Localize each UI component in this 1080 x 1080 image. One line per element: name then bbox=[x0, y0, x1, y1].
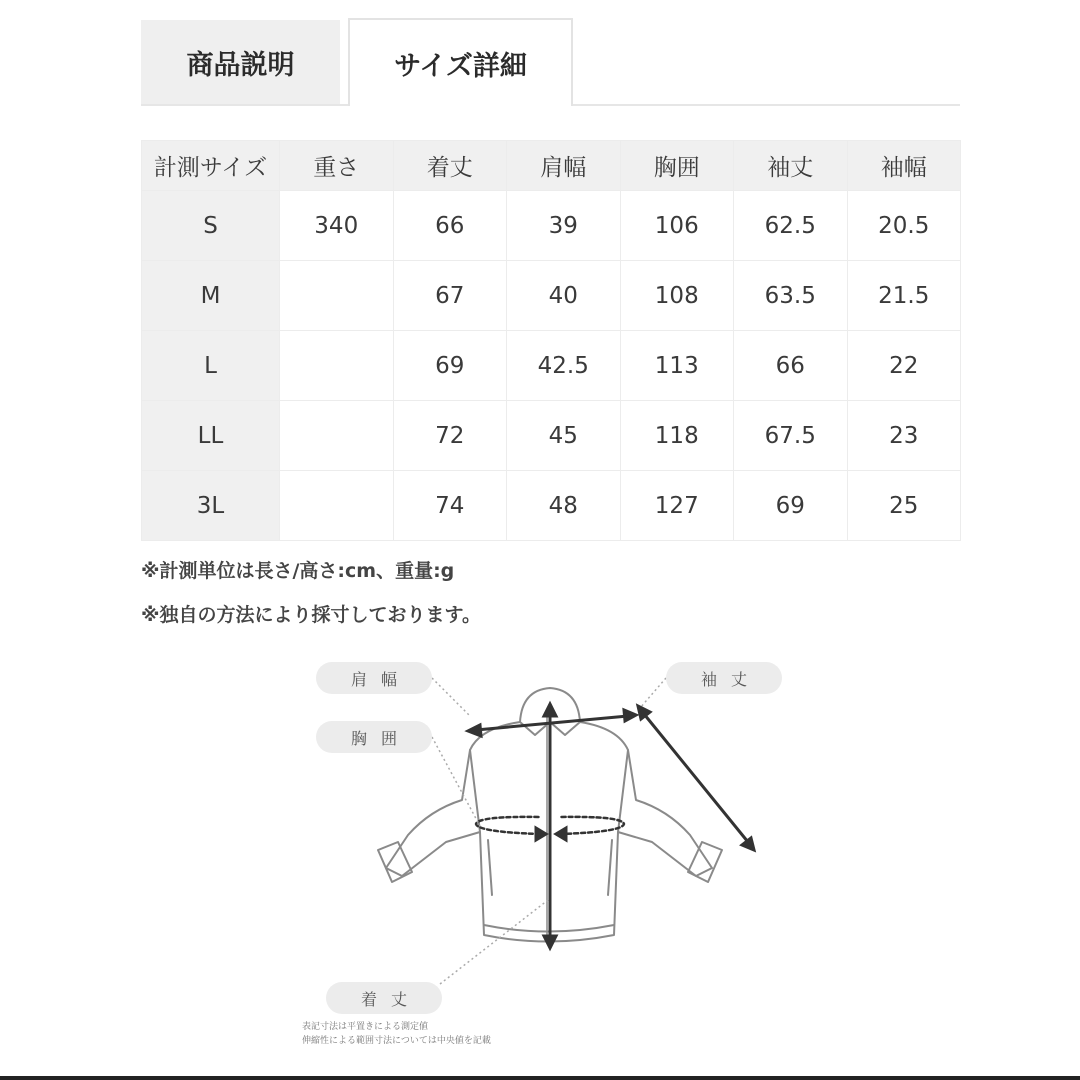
table-cell bbox=[280, 331, 394, 401]
table-header-row bbox=[142, 141, 961, 191]
method-note: ※独自の方法により採寸しております。 bbox=[141, 604, 481, 626]
table-cell: 22 bbox=[847, 331, 961, 401]
table-cell: 118 bbox=[620, 401, 734, 471]
size-label: S bbox=[142, 191, 280, 261]
table-cell: 21.5 bbox=[847, 261, 961, 331]
table-cell: 69 bbox=[393, 331, 507, 401]
table-cell: 42.5 bbox=[507, 331, 621, 401]
measure-arrow-icon bbox=[468, 704, 754, 948]
size-label: 3L bbox=[142, 471, 280, 541]
size-label: M bbox=[142, 261, 280, 331]
size-label: LL bbox=[142, 401, 280, 471]
header-length: 着丈 bbox=[393, 141, 507, 191]
table-cell: 25 bbox=[847, 471, 961, 541]
table-cell: 74 bbox=[393, 471, 507, 541]
table-cell: 108 bbox=[620, 261, 734, 331]
table-cell bbox=[280, 261, 394, 331]
table-cell: 62.5 bbox=[734, 191, 848, 261]
label-length: 着丈 bbox=[326, 982, 442, 1014]
table-cell: 39 bbox=[507, 191, 621, 261]
table-cell: 72 bbox=[393, 401, 507, 471]
table-cell: 20.5 bbox=[847, 191, 961, 261]
table-cell: 23 bbox=[847, 401, 961, 471]
table-cell: 45 bbox=[507, 401, 621, 471]
jacket-outline-icon bbox=[378, 688, 722, 942]
table-cell: 340 bbox=[280, 191, 394, 261]
unit-note: ※計測単位は長さ/高さ:cm、重量:g bbox=[141, 560, 455, 582]
size-table bbox=[141, 140, 961, 541]
bottom-border bbox=[0, 1076, 1080, 1080]
header-weight: 重さ bbox=[280, 141, 394, 191]
table-cell: 106 bbox=[620, 191, 734, 261]
table-row bbox=[142, 401, 961, 471]
table-row bbox=[142, 471, 961, 541]
tab-size-details[interactable]: サイズ詳細 bbox=[348, 18, 573, 106]
table-cell: 40 bbox=[507, 261, 621, 331]
tab-product-description[interactable]: 商品説明 bbox=[141, 20, 340, 104]
table-cell bbox=[280, 401, 394, 471]
tab-strip bbox=[141, 18, 960, 106]
size-label: L bbox=[142, 331, 280, 401]
table-cell: 69 bbox=[734, 471, 848, 541]
header-sleeve-width: 袖幅 bbox=[847, 141, 961, 191]
label-shoulder: 肩幅 bbox=[316, 662, 432, 694]
label-sleeve-length: 袖丈 bbox=[666, 662, 782, 694]
label-chest: 胸囲 bbox=[316, 721, 432, 753]
table-row bbox=[142, 261, 961, 331]
leader-lines bbox=[432, 678, 666, 984]
table-cell: 63.5 bbox=[734, 261, 848, 331]
table-cell: 67.5 bbox=[734, 401, 848, 471]
header-size: 計測サイズ bbox=[142, 141, 280, 191]
table-cell: 67 bbox=[393, 261, 507, 331]
table-cell: 113 bbox=[620, 331, 734, 401]
header-sleeve-length: 袖丈 bbox=[734, 141, 848, 191]
header-shoulder: 肩幅 bbox=[507, 141, 621, 191]
table-cell: 66 bbox=[393, 191, 507, 261]
table-row bbox=[142, 191, 961, 261]
diagram-footnote: 伸縮性による範囲寸法については中央値を記載 bbox=[302, 1036, 491, 1046]
table-cell bbox=[280, 471, 394, 541]
diagram-footnote: 表記寸法は平置きによる測定値 bbox=[302, 1022, 429, 1032]
table-row bbox=[142, 331, 961, 401]
table-cell: 48 bbox=[507, 471, 621, 541]
header-chest: 胸囲 bbox=[620, 141, 734, 191]
table-cell: 127 bbox=[620, 471, 734, 541]
table-cell: 66 bbox=[734, 331, 848, 401]
